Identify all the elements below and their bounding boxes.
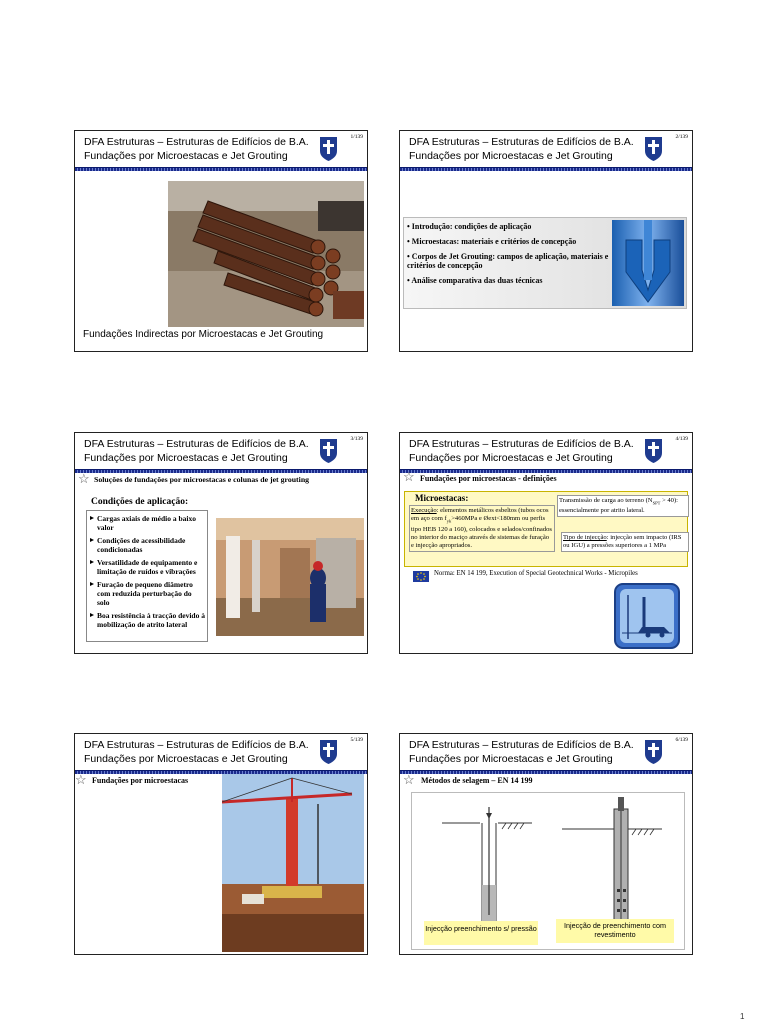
slide-title: Soluções de fundações por microestacas e colunas de jet grouting <box>94 475 310 484</box>
page-number: 1/139 <box>350 134 363 140</box>
header-rule <box>75 469 367 473</box>
drill-bit-icon <box>612 220 684 306</box>
university-logo-icon <box>643 135 664 165</box>
agenda-item: • Introdução: condições de aplicação <box>407 222 532 231</box>
slide-header <box>400 131 692 167</box>
agenda-item: • Corpos de Jet Grouting: campos de aplicação, materiais e critérios de concepção <box>407 252 609 270</box>
condition-item: Furação de pequeno diâmetro com reduzida perturbação do solo <box>90 580 205 607</box>
condition-item: Versatilidade de equipamento e limitação de ruídos e vibrações <box>90 558 205 576</box>
star-icon: ☆ <box>403 469 415 484</box>
slide-1 <box>74 130 368 352</box>
load-transfer-desc2: > 40): essencialmente por atrito lateral. <box>559 497 678 515</box>
agenda-list <box>407 222 612 285</box>
header-title-line2: Fundações por Microestacas e Jet Grouting <box>84 452 288 464</box>
load-transfer-desc: Transmissão de carga ao terreno (N <box>559 497 653 504</box>
condition-item: Cargas axiais de médio a baixo valor <box>90 514 205 532</box>
page-number: 4/139 <box>675 436 688 442</box>
university-logo-icon <box>318 738 339 768</box>
crane-site-photo <box>222 774 364 952</box>
injection-type-text <box>561 532 689 552</box>
execution-label: Execução <box>411 507 437 514</box>
basement-works-photo <box>216 518 364 636</box>
condition-item: Boa resistência à tracção devido à mobilização de atrito lateral <box>90 611 205 629</box>
micropile-rig-icon <box>614 583 680 649</box>
slide-subtitle: Condições de aplicação: <box>91 497 189 507</box>
condition-item: Condições de acessibilidade condicionadas <box>90 536 205 554</box>
slide-title: Fundações por microestacas - definições <box>420 474 557 483</box>
execution-desc2: >460MPa e <box>451 515 484 523</box>
load-transfer-text <box>557 495 689 517</box>
slide-header <box>400 734 692 770</box>
load-transfer-sub: SPT <box>652 500 661 506</box>
header-title-line1: DFA Estruturas – Estruturas de Edifícios de B.A. <box>409 438 634 450</box>
slide-2 <box>399 130 693 352</box>
slide-3 <box>74 432 368 654</box>
box-title: Microestacas: <box>415 493 469 503</box>
header-title-line2: Fundações por Microestacas e Jet Grouting <box>409 452 613 464</box>
label-right-text: Injecção de preenchimento com revestimento <box>564 921 666 939</box>
header-title-line1: DFA Estruturas – Estruturas de Edifícios de B.A. <box>84 739 309 751</box>
header-title-line1: DFA Estruturas – Estruturas de Edifícios de B.A. <box>409 739 634 751</box>
eu-flag-icon <box>413 569 429 580</box>
star-icon: ☆ <box>78 471 90 486</box>
university-logo-icon <box>318 437 339 467</box>
slide-title: Métodos de selagem – EN 14 199 <box>421 776 533 785</box>
star-icon: ☆ <box>403 772 415 787</box>
page-number: 5/139 <box>350 737 363 743</box>
injection-label: Tipo de injecção <box>563 534 607 541</box>
header-rule <box>400 167 692 171</box>
agenda-panel <box>403 217 687 309</box>
execution-sub: yk <box>446 518 452 524</box>
header-rule <box>400 469 692 473</box>
page-number: 3/139 <box>350 436 363 442</box>
page-number: 2/139 <box>675 134 688 140</box>
slide-header <box>75 433 367 469</box>
agenda-item: • Análise comparativa das duas técnicas <box>407 276 543 285</box>
slide-header <box>75 734 367 770</box>
execution-text <box>409 505 555 552</box>
header-rule <box>75 167 367 171</box>
label-fill-no-pressure <box>424 921 538 945</box>
slide-4 <box>399 432 693 654</box>
execution-desc3: Øext<180mm ou perfis tipo HEB 120 a 160), colocados e selados/confinados no interior do maciço através de sistemas de furação e injecção apropriados. <box>411 515 553 550</box>
header-title-line2: Fundações por Microestacas e Jet Grouting <box>409 150 613 162</box>
slide-5 <box>74 733 368 955</box>
injection-desc: : injecção sem impacto (IRS ou IGU) a pressões superiores a 1 MPa <box>563 534 682 549</box>
slide-6 <box>399 733 693 955</box>
slide-caption: Fundações Indirectas por Microestacas e Jet Grouting <box>83 329 324 340</box>
steel-tubes-photo <box>168 181 364 327</box>
label-left-text: Injecção preenchimento s/ pressão <box>425 924 537 933</box>
header-title-line1: DFA Estruturas – Estruturas de Edifícios de B.A. <box>409 136 634 148</box>
sealing-methods-diagram <box>411 792 685 950</box>
conditions-list <box>86 510 208 642</box>
header-rule <box>400 770 692 774</box>
agenda-item: • Microestacas: materiais e critérios de concepção <box>407 237 577 246</box>
header-title-line1: DFA Estruturas – Estruturas de Edifícios de B.A. <box>84 438 309 450</box>
header-title-line2: Fundações por Microestacas e Jet Grouting <box>84 753 288 765</box>
execution-desc: : elementos metálicos esbeltos (tubos ocos em aço com f <box>411 507 549 523</box>
star-icon: ☆ <box>75 772 87 787</box>
header-title-line1: DFA Estruturas – Estruturas de Edifícios de B.A. <box>84 136 309 148</box>
label-fill-with-casing <box>556 919 674 943</box>
university-logo-icon <box>643 738 664 768</box>
slide-title: Fundações por microestacas <box>92 776 189 785</box>
university-logo-icon <box>643 437 664 467</box>
slide-header <box>400 433 692 469</box>
university-logo-icon <box>318 135 339 165</box>
header-title-line2: Fundações por Microestacas e Jet Grouting <box>409 753 613 765</box>
slide-header <box>75 131 367 167</box>
page-footer-mark: 1 <box>740 1012 745 1021</box>
page-number: 6/139 <box>675 737 688 743</box>
definitions-box <box>404 491 688 567</box>
header-title-line2: Fundações por Microestacas e Jet Grouting <box>84 150 288 162</box>
norma-text: Norma: EN 14 199, Execution of Special Geotechnical Works - Micropiles <box>434 570 638 577</box>
